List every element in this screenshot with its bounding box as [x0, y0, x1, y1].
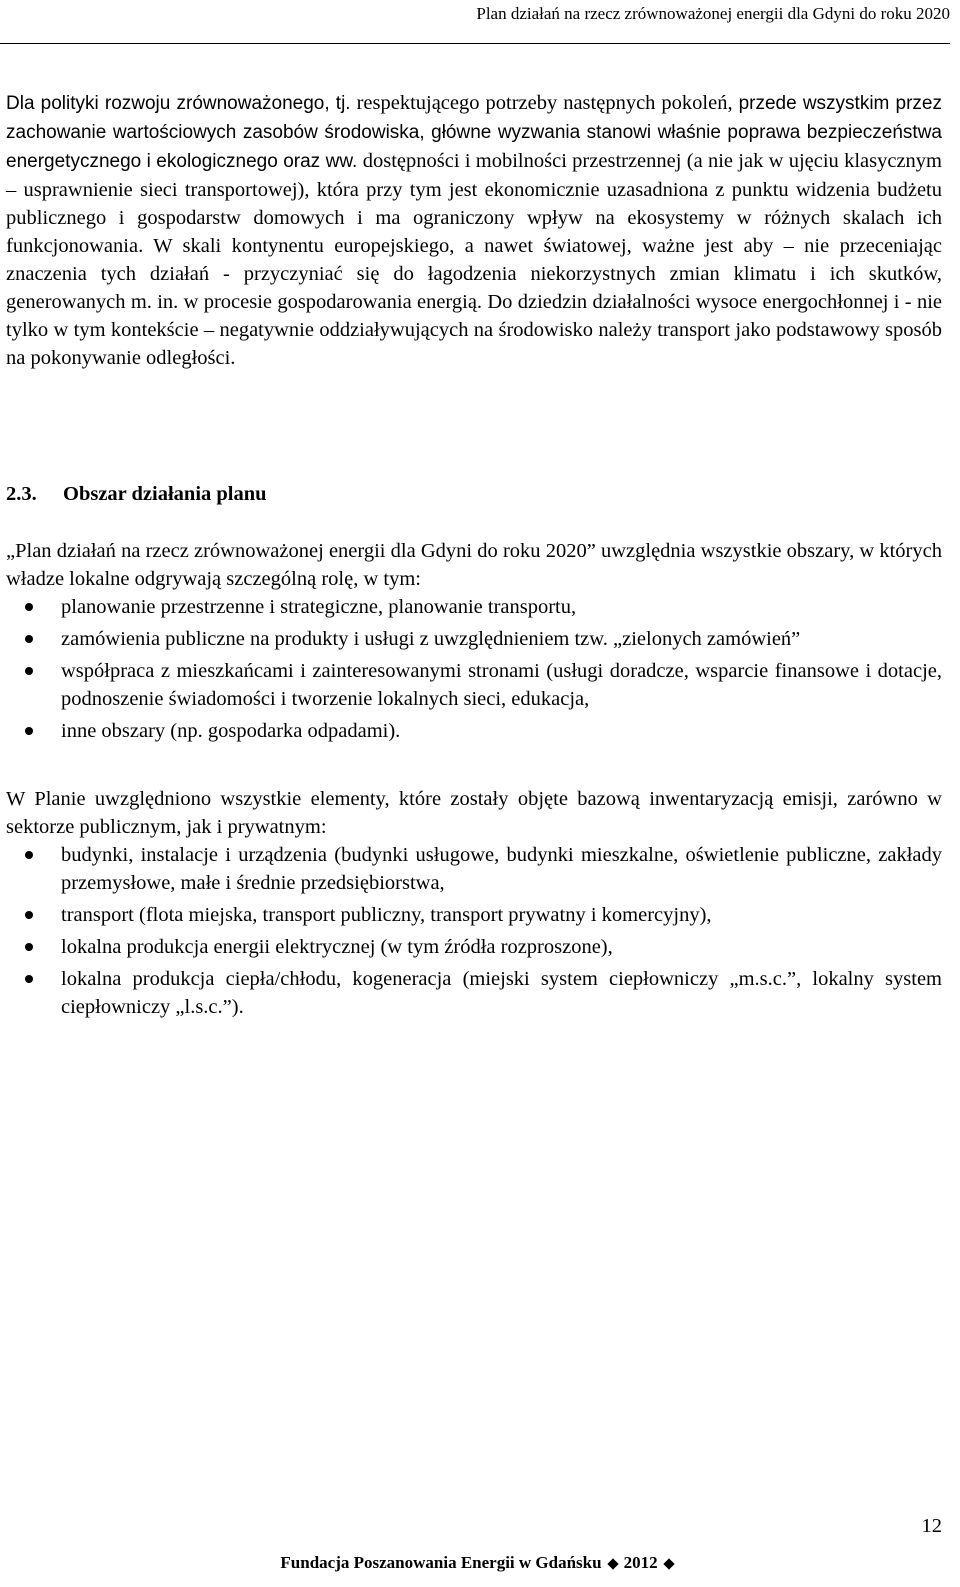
- diamond-icon: [607, 1558, 618, 1569]
- paragraph-scope: „Plan działań na rzecz zrównoważonej energii dla Gdyni do roku 2020” uwzględnia wszystkie obszary, w których władze lokalne odgrywają szczególną rolę, w tym:: [6, 540, 942, 590]
- list-item: współpraca z mieszkańcami i zainteresowanymi stronami (usługi doradcze, wsparcie finansowe i dotacje, podnoszenie świadomości i tworzenie lokalnych sieci, edukacja,: [6, 657, 942, 713]
- section-heading: [6, 480, 267, 508]
- list-item: lokalna produkcja energii elektrycznej (w tym źródła rozproszone),: [6, 933, 942, 961]
- footer: [0, 1553, 960, 1573]
- paragraph-intro-part5: W skali kontynentu europejskiego, a nawet światowej, ważne jest aby – nie przeceniając znaczenia tych działań - przyczyniać się do łagodzenia niekorzystnych zmian klimatu i ich skutków, generowanych m. in. w procesie gospodarowania energią. Do dziedzin działalności wysoce energochłonnej i - nie tylko w tym kontekście – negatywnie oddziaływujących na środowisko należy transport jako podstawowy sposób na pokonywanie odległości.: [6, 235, 942, 369]
- bullet-list-elements: [6, 841, 942, 1025]
- footer-year: 2012: [623, 1553, 658, 1572]
- paragraph-intro-part2: respektującego potrzeby następnych pokoleń,: [350, 92, 733, 114]
- diamond-icon: [663, 1558, 674, 1569]
- list-item: planowanie przestrzenne i strategiczne, planowanie transportu,: [6, 593, 942, 621]
- list-item: lokalna produkcja ciepła/chłodu, kogeneracja (miejski system ciepłowniczy „m.s.c.”, lokalny system ciepłowniczy „l.s.c.”).: [6, 965, 942, 1021]
- section-title: Obszar działania planu: [63, 483, 267, 505]
- section-number: 2.3.: [6, 483, 37, 505]
- list-item: inne obszary (np. gospodarka odpadami).: [6, 717, 942, 745]
- page-number: 12: [921, 1515, 942, 1537]
- footer-org: Fundacja Poszanowania Energii w Gdańsku: [280, 1553, 602, 1572]
- list-item: transport (flota miejska, transport publiczny, transport prywatny i komercyjny),: [6, 901, 942, 929]
- bullet-list-areas: [6, 593, 942, 749]
- paragraph-intro-part1: Dla polityki rozwoju zrównoważonego, tj.: [6, 93, 351, 114]
- header-divider: [0, 43, 950, 44]
- list-item: budynki, instalacje i urządzenia (budynki usługowe, budynki mieszkalne, oświetlenie publiczne, zakłady przemysłowe, małe i średnie przedsiębiorstwa,: [6, 841, 942, 897]
- running-header: Plan działań na rzecz zrównoważonej energii dla Gdyni do roku 2020: [476, 4, 950, 23]
- paragraph-inventory: W Planie uwzględniono wszystkie elementy, które zostały objęte bazową inwentaryzacją emisji, zarówno w sektorze publicznym, jak i prywatnym:: [6, 788, 942, 838]
- paragraph-intro-part4: dostępności i mobilności przestrzennej (a nie jak w ujęciu klasycznym – usprawnienie sieci transportowej), która przy tym jest ekonomicznie uzasadniona z punktu widzenia budżetu publicznego i gospodarstw domowych i ma ograniczony wpływ na ekosystemy w różnych skalach ich funkcjonowania.: [6, 150, 942, 257]
- list-item: zamówienia publiczne na produkty i usługi z uwzględnieniem tzw. „zielonych zamówień”: [6, 625, 942, 653]
- paragraph-intro-part3: przede wszystkim przez zachowanie wartościowych zasobów środowiska, główne wyzwania stanowi właśnie poprawa bezpieczeństwa energetycznego i ekologicznego oraz ww.: [6, 93, 942, 172]
- paragraph-intro: [6, 89, 942, 372]
